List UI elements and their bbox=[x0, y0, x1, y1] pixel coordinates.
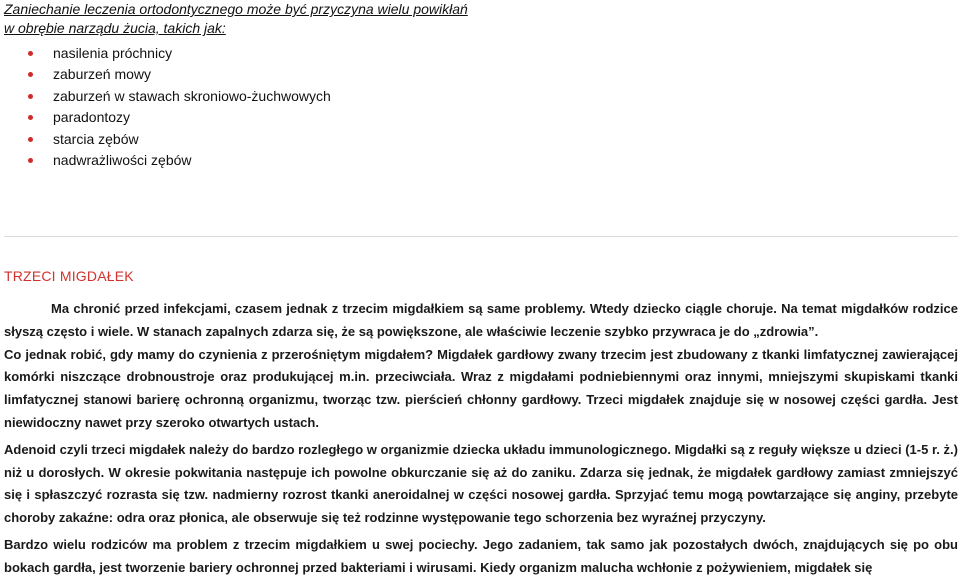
article-body bbox=[4, 298, 958, 584]
complications-list bbox=[28, 43, 331, 171]
list-item-label: starcia zębów bbox=[53, 130, 139, 147]
list-item bbox=[28, 64, 331, 85]
paragraph-1: Ma chronić przed infekcjami, czasem jednak z trzecim migdałkiem są same problemy. Wtedy dziecko ciągle choruje. Na temat migdałków rodzice słyszą często i wiele. W stanach zapalnych zdarza się, że są powiększone, ale właściwie leczenie szybko przywraca je do „zdrowia”. bbox=[4, 301, 958, 339]
bullet-icon bbox=[28, 158, 33, 163]
paragraph-3: Adenoid czyli trzeci migdałek należy do bardzo rozległego w organizmie dziecka układu immunologicznego. Migdałki są z reguły większe u dzieci (1-5 r. ż.) niż u dorosłych. W okresie pokwitania następuje ich powolne obkurczanie się aż do zaniku. Zdarza się jednak, że migdałek gardłowy zamiast zmniejszyć się i spłaszczyć rozrasta się tzw. nadmierny rozrost tkanki aneroidalnej w części nosowej gardła. Sprzyjać temu mogą powtarzające się anginy, przebyte choroby zakaźne: odra oraz płonica, ale obserwuje się też rodzinne występowanie tego schorzenia bez wyraźnej przyczyny. bbox=[4, 441, 958, 526]
bullet-icon bbox=[28, 72, 33, 77]
bullet-icon bbox=[28, 94, 33, 99]
list-item bbox=[28, 43, 331, 64]
bullet-icon bbox=[28, 51, 33, 56]
list-item bbox=[28, 150, 331, 171]
list-item-label: paradontozy bbox=[53, 109, 131, 126]
section-heading: TRZECI MIGDAŁEK bbox=[4, 268, 134, 284]
intro-line-1: Zaniechanie leczenia ortodontycznego może być przyczyna wielu powikłań bbox=[4, 1, 468, 17]
intro-heading bbox=[4, 0, 944, 38]
list-item bbox=[28, 107, 331, 128]
list-item-label: nadwrażliwości zębów bbox=[53, 152, 192, 169]
bullet-icon bbox=[28, 137, 33, 142]
intro-line-2: w obrębie narządu żucia, takich jak: bbox=[4, 20, 226, 36]
list-item bbox=[28, 86, 331, 107]
list-item-label: zaburzeń mowy bbox=[53, 66, 152, 83]
list-item bbox=[28, 129, 331, 150]
section-divider bbox=[4, 236, 958, 237]
paragraph-4: Bardzo wielu rodziców ma problem z trzecim migdałkiem u swej pociechy. Jego zadaniem, tak samo jak pozostałych dwóch, znajdujących się po obu bokach gardła, jest tworzenie bariery ochronnej przed bakteriami i wirusami. Kiedy organizm malucha wchłonie z pożywieniem, migdałek się bbox=[4, 536, 958, 575]
bullet-icon bbox=[28, 115, 33, 120]
paragraph-2: Co jednak robić, gdy mamy do czynienia z przerośniętym migdałem? Migdałek gardłowy zwany trzecim jest zbudowany z tkanki limfatycznej zawierającej komórki niszczące drobnoustroje oraz produkującej m.in. przeciwciała. Wraz z migdałami podniebiennymi oraz innymi, mniejszymi skupiskami tkanki limfatycznej stanowi barierę ochronną organizmu, tworząc tzw. pierścień chłonny gardłowy. Trzeci migdałek znajduje się w nosowej części gardła. Jest niewidoczny nawet przy szeroko otwartych ustach. bbox=[4, 346, 958, 430]
list-item-label: nasilenia próchnicy bbox=[53, 45, 173, 61]
list-item-label: zaburzeń w stawach skroniowo-żuchwowych bbox=[53, 87, 331, 104]
